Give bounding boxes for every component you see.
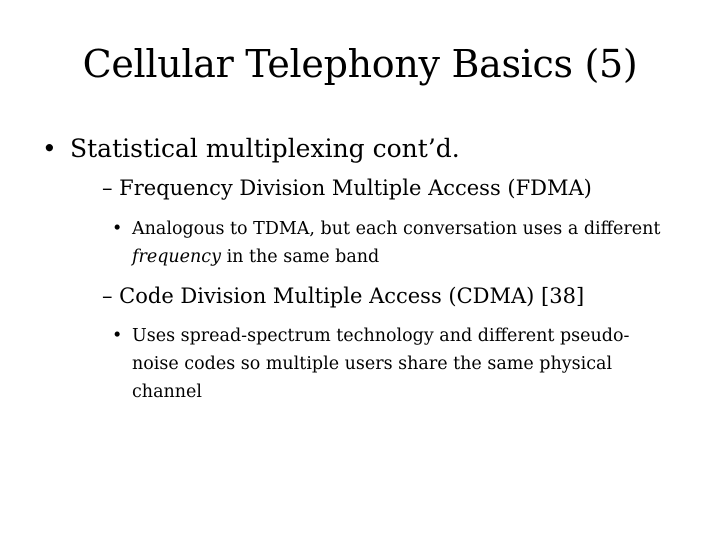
- subbullet-fdma-heading: – Frequency Division Multiple Access (FDMA): [102, 176, 592, 200]
- fdma-text-emphasis: frequency: [132, 247, 221, 267]
- fdma-description-text: [132, 215, 672, 271]
- bullet-statistical-multiplexing: [42, 134, 460, 164]
- slide-title: Cellular Telephony Basics (5): [82, 42, 638, 86]
- bullet-marker: •: [42, 134, 57, 163]
- fdma-text-after: in the same band: [221, 247, 380, 267]
- fdma-text-before: Analogous to TDMA, but each conversation uses a different: [132, 219, 661, 239]
- bullet-marker: •: [112, 326, 123, 346]
- subsubbullet-cdma-description: [112, 322, 672, 406]
- bullet-text: Statistical multiplexing cont’d.: [70, 134, 460, 163]
- subbullet-cdma-heading: – Code Division Multiple Access (CDMA) [38]: [102, 284, 585, 308]
- bullet-marker: •: [112, 219, 123, 239]
- subsubbullet-fdma-description: [112, 215, 672, 271]
- cdma-description-text: Uses spread-spectrum technology and different pseudo-noise codes so multiple users share the same physical channel: [132, 326, 630, 402]
